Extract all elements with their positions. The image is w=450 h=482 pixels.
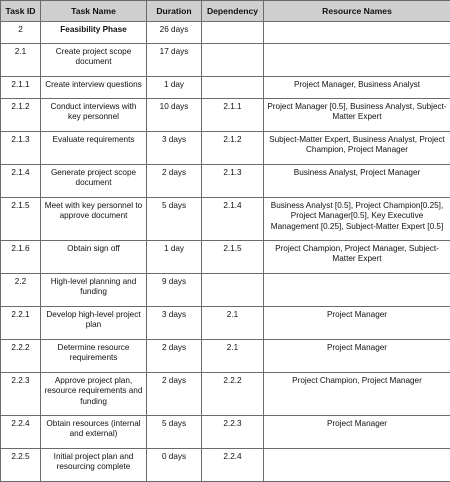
dependency-cell: 2.1.3 [202,165,264,198]
resources-cell: Project Manager, Business Analyst [264,77,450,99]
dependency-cell [202,77,264,99]
dependency-cell [202,44,264,77]
header-task-name: Task Name [41,1,147,22]
duration-cell: 26 days [147,22,202,44]
task-id-cell: 2.1.1 [1,77,41,99]
duration-cell: 2 days [147,373,202,416]
table-row [1,449,450,482]
resources-cell: Project Manager [0.5], Business Analyst, Subject-Matter Expert [264,99,450,132]
resources-cell: Project Manager [264,340,450,373]
task-id-cell: 2.2.4 [1,416,41,449]
dependency-cell: 2.2.3 [202,416,264,449]
header-duration: Duration [147,1,202,22]
dependency-cell: 2.1.1 [202,99,264,132]
task-name-cell: Generate project scope document [41,165,147,198]
task-id-cell: 2.2 [1,274,41,307]
task-id-cell: 2.1 [1,44,41,77]
task-name-cell: Obtain resources (internal and external) [41,416,147,449]
resources-cell [264,22,450,44]
task-name-cell: Meet with key personnel to approve document [41,198,147,241]
table-row [1,307,450,340]
task-name-cell: Determine resource requirements [41,340,147,373]
duration-cell: 1 day [147,77,202,99]
task-table-header [1,1,450,22]
task-id-cell: 2.2.3 [1,373,41,416]
task-name-cell: Develop high-level project plan [41,307,147,340]
task-id-cell: 2.1.5 [1,198,41,241]
duration-cell: 5 days [147,198,202,241]
duration-cell: 9 days [147,274,202,307]
task-name-cell: High-level planning and funding [41,274,147,307]
header-resource-names: Resource Names [264,1,450,22]
table-row [1,198,450,241]
task-id-cell: 2.1.3 [1,132,41,165]
resources-cell: Project Manager [264,307,450,340]
task-id-cell: 2.2.2 [1,340,41,373]
task-name-cell: Evaluate requirements [41,132,147,165]
resources-cell: Project Champion, Project Manager [264,373,450,416]
task-id-cell: 2.2.5 [1,449,41,482]
resources-cell: Project Manager [264,416,450,449]
resources-cell: Subject-Matter Expert, Business Analyst, Project Champion, Project Manager [264,132,450,165]
resources-cell [264,274,450,307]
task-name-cell: Conduct interviews with key personnel [41,99,147,132]
table-row [1,44,450,77]
resources-cell: Business Analyst [0.5], Project Champion[0.25], Project Manager[0.5], Key Executive Management [0.25], Subject-Matter Expert [0.5] [264,198,450,241]
duration-cell: 17 days [147,44,202,77]
resources-cell: Business Analyst, Project Manager [264,165,450,198]
task-id-cell: 2 [1,22,41,44]
dependency-cell [202,274,264,307]
duration-cell: 3 days [147,307,202,340]
table-row [1,22,450,44]
dependency-cell: 2.1.2 [202,132,264,165]
duration-cell: 1 day [147,241,202,274]
dependency-cell: 2.1.4 [202,198,264,241]
task-name-cell: Initial project plan and resourcing complete [41,449,147,482]
table-row [1,340,450,373]
table-row [1,99,450,132]
resources-cell [264,449,450,482]
task-id-cell: 2.1.4 [1,165,41,198]
table-row [1,416,450,449]
duration-cell: 0 days [147,449,202,482]
dependency-cell [202,22,264,44]
dependency-cell: 2.2.4 [202,449,264,482]
task-name-cell: Approve project plan, resource requirements and funding [41,373,147,416]
table-row [1,274,450,307]
duration-cell: 2 days [147,165,202,198]
task-name-cell: Create interview questions [41,77,147,99]
task-id-cell: 2.1.2 [1,99,41,132]
duration-cell: 10 days [147,99,202,132]
dependency-cell: 2.1 [202,340,264,373]
table-row [1,241,450,274]
task-table-body [1,22,450,482]
task-id-cell: 2.2.1 [1,307,41,340]
header-task-id: Task ID [1,1,41,22]
table-row [1,373,450,416]
resources-cell [264,44,450,77]
resources-cell: Project Champion, Project Manager, Subject-Matter Expert [264,241,450,274]
table-row [1,77,450,99]
task-id-cell: 2.1.6 [1,241,41,274]
task-name-cell: Feasibility Phase [41,22,147,44]
task-name-cell: Create project scope document [41,44,147,77]
duration-cell: 2 days [147,340,202,373]
dependency-cell: 2.1.5 [202,241,264,274]
duration-cell: 3 days [147,132,202,165]
dependency-cell: 2.2.2 [202,373,264,416]
header-dependency: Dependency [202,1,264,22]
dependency-cell: 2.1 [202,307,264,340]
task-name-cell: Obtain sign off [41,241,147,274]
table-row [1,165,450,198]
duration-cell: 5 days [147,416,202,449]
header-row [1,1,450,22]
table-row [1,132,450,165]
